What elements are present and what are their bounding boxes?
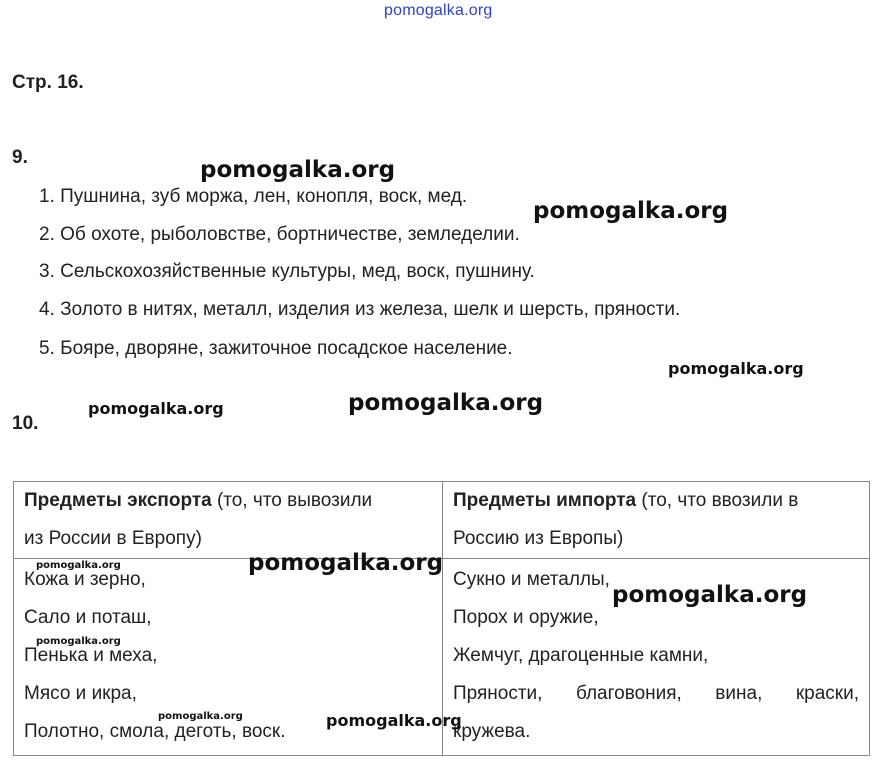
watermark: pomogalka.org: [612, 582, 808, 608]
import-note-cont: Россию из Европы): [453, 528, 624, 549]
list-item: 4. Золото в нитях, металл, изделия из железа, шелк и шерсть, пряности.: [39, 299, 681, 320]
export-header-cell: [14, 482, 443, 559]
watermark: pomogalka.org: [36, 560, 121, 571]
watermark: pomogalka.org: [158, 711, 243, 722]
list-item: Полотно, смола, деготь, воск.: [24, 721, 286, 742]
list-item: Жемчуг, драгоценные камни,: [453, 645, 709, 666]
list-item: 2. Об охоте, рыболовстве, бортничестве, земледелии.: [39, 224, 520, 245]
export-title: Предметы экспорта: [24, 490, 212, 511]
site-header-link[interactable]: pomogalka.org: [384, 2, 493, 19]
list-item: кружева.: [453, 721, 531, 742]
import-note: (то, что ввозили в: [636, 490, 799, 511]
watermark: pomogalka.org: [36, 636, 121, 647]
list-item: 1. Пушнина, зуб моржа, лен, конопля, воск, мед.: [39, 186, 468, 207]
task-9-number: 9.: [12, 147, 28, 168]
list-item: Сукно и металлы,: [453, 569, 610, 590]
export-note: (то, что вывозили: [211, 490, 373, 511]
list-item: Пенька и меха,: [24, 645, 158, 666]
watermark: pomogalka.org: [326, 711, 462, 730]
watermark: pomogalka.org: [200, 157, 396, 183]
list-item: Сало и поташ,: [24, 607, 152, 628]
watermark: pomogalka.org: [88, 399, 224, 418]
table-header-row: [14, 482, 870, 559]
watermark: pomogalka.org: [668, 359, 804, 378]
import-header-cell: [443, 482, 870, 559]
list-item: 3. Сельскохозяйственные культуры, мед, воск, пушнину.: [39, 261, 535, 282]
page-label: Стр. 16.: [12, 72, 84, 93]
watermark: pomogalka.org: [248, 550, 444, 576]
list-item: Порох и оружие,: [453, 607, 599, 628]
list-item: Мясо и икра,: [24, 683, 137, 704]
import-title: Предметы импорта: [453, 490, 637, 511]
export-note-cont: из России в Европу): [24, 528, 202, 549]
watermark: pomogalka.org: [348, 390, 544, 416]
list-item: Пряности, благовония, вина, краски,: [453, 683, 859, 704]
list-item: Кожа и зерно,: [24, 569, 146, 590]
task-10-number: 10.: [12, 413, 39, 434]
watermark: pomogalka.org: [533, 198, 729, 224]
list-item: 5. Бояре, дворяне, зажиточное посадское население.: [39, 338, 513, 359]
